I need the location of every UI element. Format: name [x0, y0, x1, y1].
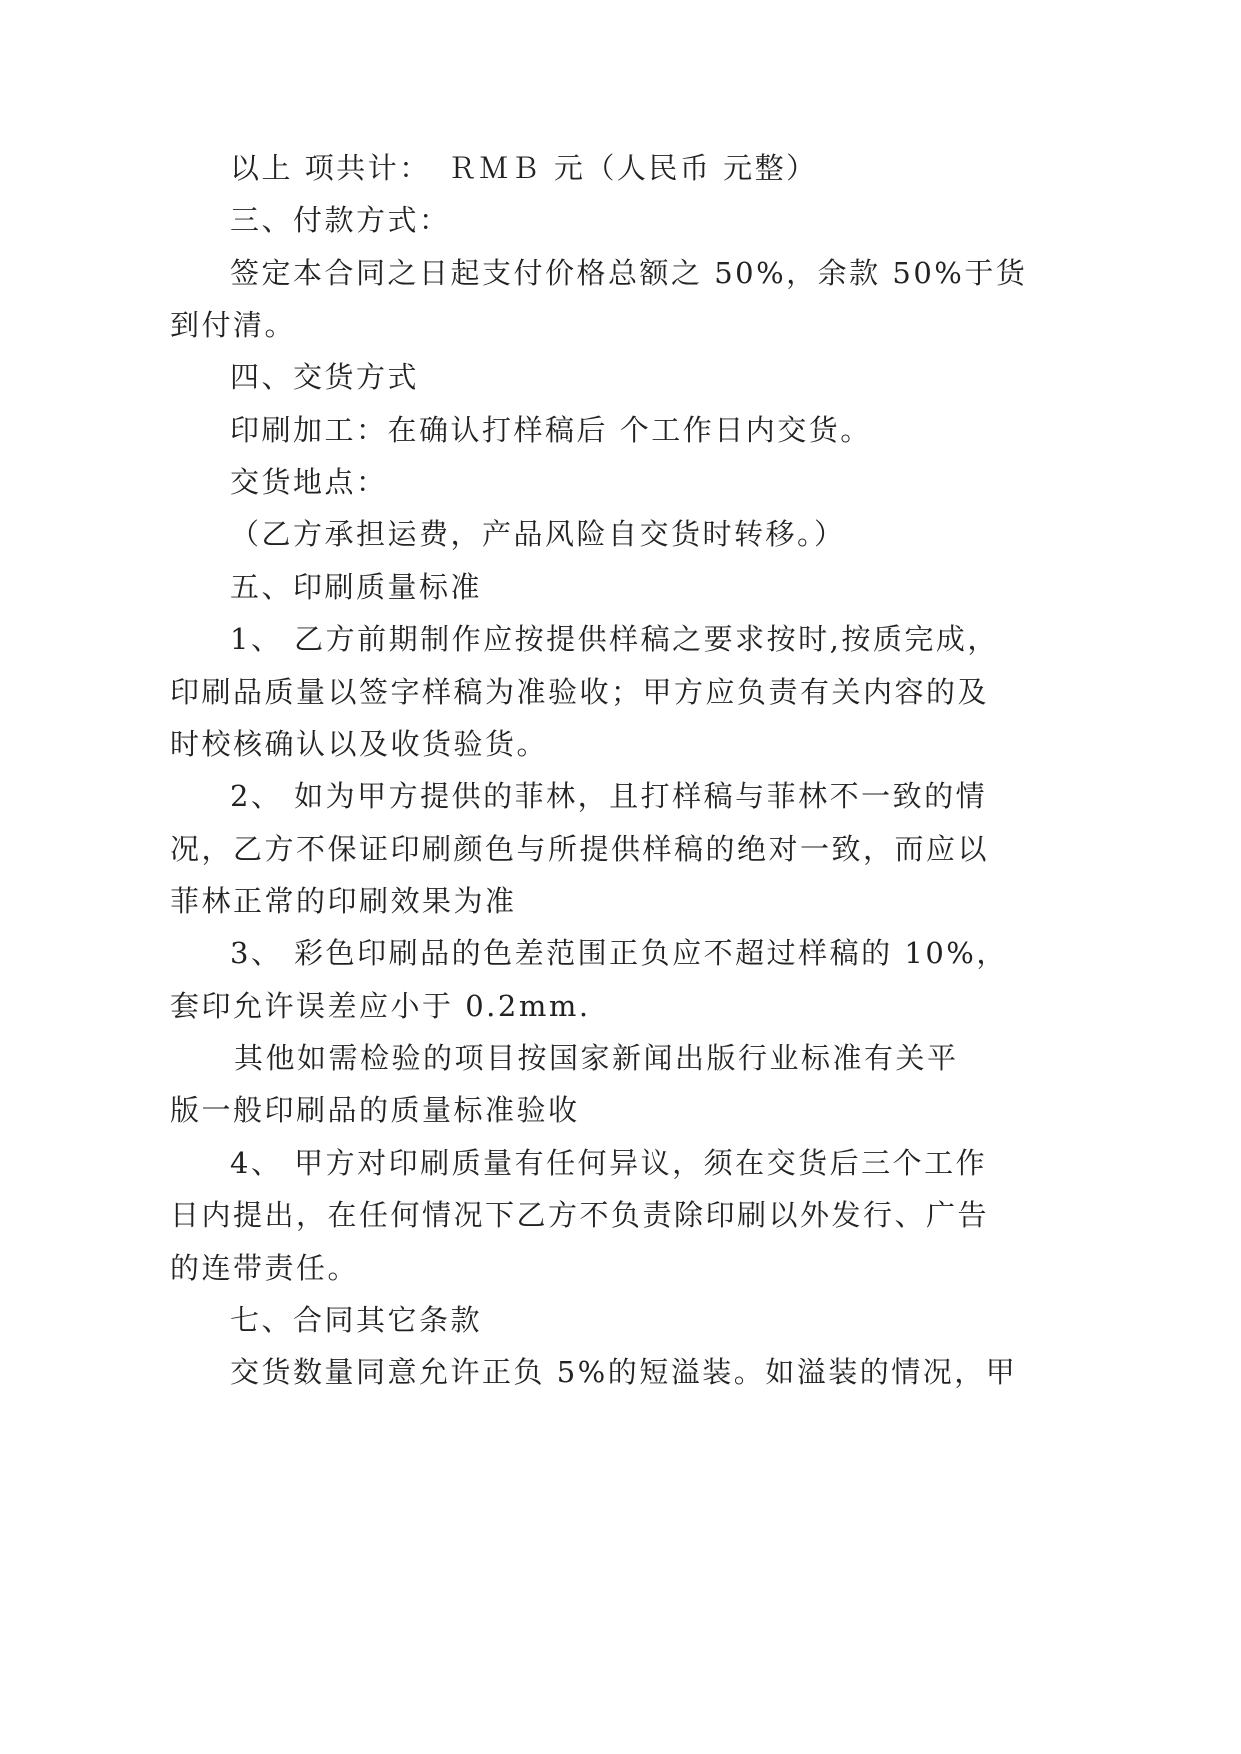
- section-quality-heading: 五、印刷质量标准: [230, 570, 483, 604]
- quality-item-2-line-2: 况，乙方不保证印刷颜色与所提供样稿的绝对一致，而应以: [170, 832, 990, 866]
- delivery-note-line: （乙方承担运费，产品风险自交货时转移。）: [230, 517, 846, 551]
- total-amount-line: 以上 项共计： ＲＭＢ 元（人民币 元整）: [230, 151, 818, 185]
- quality-other-line-2: 版一般印刷品的质量标准验收: [170, 1093, 580, 1127]
- quality-item-3-line-2: 套印允许误差应小于 0.2mm.: [170, 989, 591, 1023]
- payment-text-line-1: 签定本合同之日起支付价格总额之 50%，余款 50%于货: [230, 256, 1028, 290]
- quality-item-1-line-3: 时校核确认以及收货验货。: [170, 727, 549, 761]
- quality-item-4-line-3: 的连带责任。: [170, 1251, 360, 1285]
- quality-item-1-line-1: 1、 乙方前期制作应按提供样稿之要求按时,按质完成，: [230, 622, 999, 656]
- delivery-location-line: 交货地点：: [230, 465, 388, 499]
- quality-other-line-1: 其他如需检验的项目按国家新闻出版行业标准有关平: [234, 1041, 959, 1075]
- section-delivery-heading: 四、交货方式: [230, 360, 420, 394]
- quality-item-4-line-1: 4、 甲方对印刷质量有任何异议，须在交货后三个工作: [230, 1146, 988, 1180]
- quality-item-2-line-1: 2、 如为甲方提供的菲林，且打样稿与菲林不一致的情: [230, 779, 988, 813]
- quality-item-2-line-3: 菲林正常的印刷效果为准: [170, 884, 517, 918]
- section-other-terms-heading: 七、合同其它条款: [230, 1303, 483, 1337]
- quality-item-1-line-2: 印刷品质量以签字样稿为准验收；甲方应负责有关内容的及: [170, 675, 990, 709]
- quality-item-3-line-1: 3、 彩色印刷品的色差范围正负应不超过样稿的 10%，: [230, 936, 1008, 970]
- section-payment-heading: 三、付款方式：: [230, 203, 451, 237]
- quality-item-4-line-2: 日内提出，在任何情况下乙方不负责除印刷以外发行、广告: [170, 1198, 990, 1232]
- delivery-time-line: 印刷加工：在确认打样稿后 个工作日内交货。: [230, 413, 872, 447]
- other-terms-line-1: 交货数量同意允许正负 5%的短溢装。如溢装的情况，甲: [230, 1355, 1018, 1389]
- payment-text-line-2: 到付清。: [170, 308, 297, 342]
